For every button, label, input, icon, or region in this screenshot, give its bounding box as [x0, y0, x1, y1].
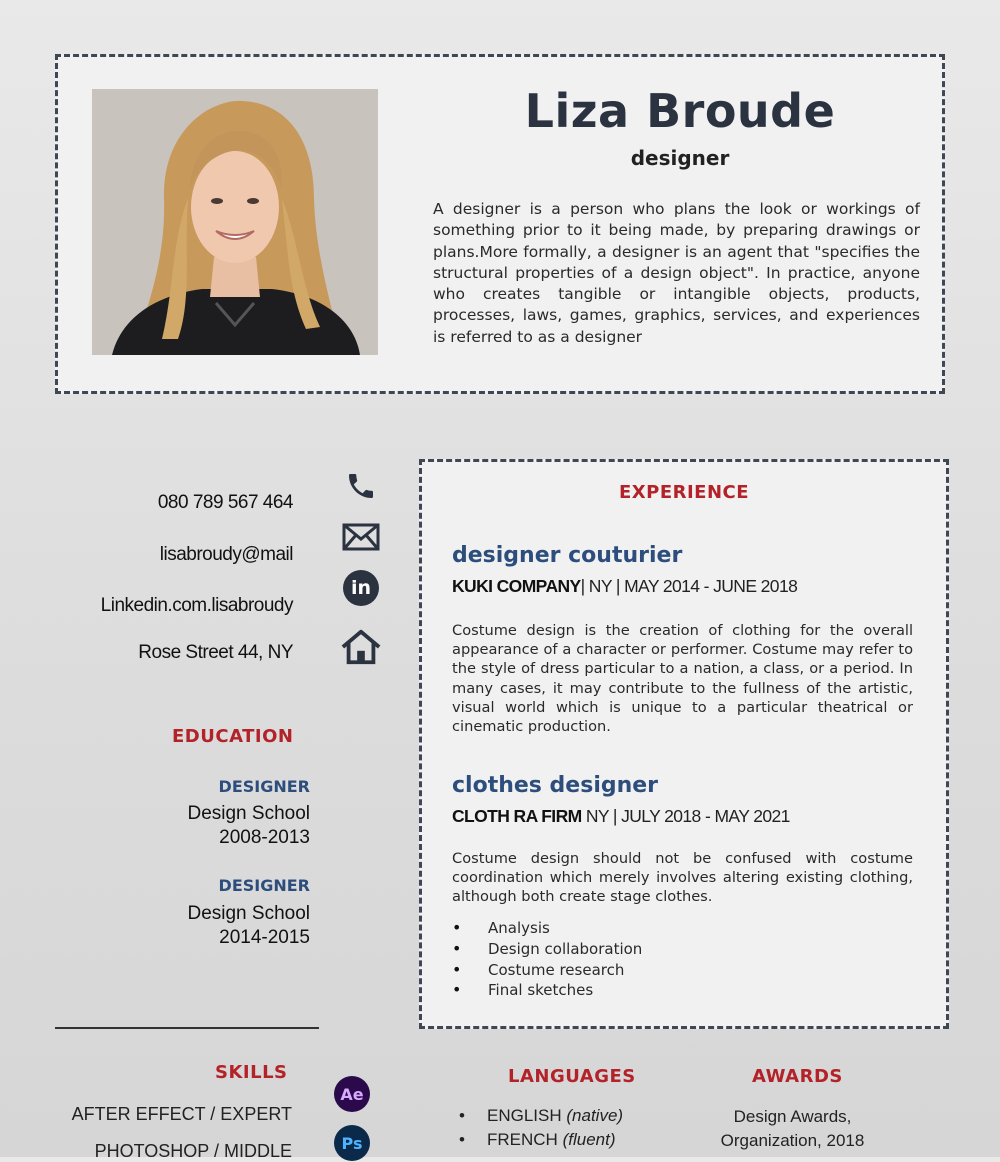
list-item: • Costume research [452, 960, 642, 981]
bio-paragraph: A designer is a person who plans the look or workings of something prior to it being made, by preparing drawings or plans.More formally, a designer is an agent that "specifies the structural properties of a design object". In practice, anyone who creates tangible or intangible objects, products, processes, laws, games, graphics, services, and experiences is referred to as a designer [433, 200, 920, 346]
award-organization: Organization, 2018 [720, 1131, 865, 1150]
job-location-dates: NY | JULY 2018 - MAY 2021 [585, 806, 790, 826]
phone-icon [340, 467, 382, 505]
contact-linkedin[interactable]: Linkedin.com.lisabroudy [100, 595, 293, 616]
job-meta [452, 576, 797, 597]
job-description: Costume design is the creation of clothing for the overall appearance of a character or performer. Costume may refer to the style of dress particular to a nation, a class, or a period. In many cases, it may contribute to the fullness of the artistic, visual world which is unique to a particular theatrical or cinematic production. [452, 622, 913, 736]
photoshop-icon: Ps [334, 1125, 370, 1161]
education-degree: DESIGNER [218, 876, 310, 895]
awards-title: AWARDS [752, 1066, 843, 1087]
job-meta [452, 806, 790, 827]
linkedin-icon-text: in [343, 570, 379, 606]
education-years: 2014-2015 [219, 927, 310, 948]
envelope-icon [340, 518, 382, 556]
education-title: EDUCATION [172, 726, 294, 747]
job-title: designer couturier [452, 543, 683, 568]
job-description: Costume design should not be confused with costume coordination which merely involves altering existing clothing, although both create stage clothes. [452, 850, 913, 906]
home-icon [340, 628, 382, 666]
list-item: • Final sketches [452, 980, 642, 1001]
education-degree: DESIGNER [218, 777, 310, 796]
person-name: Liza Broude [524, 84, 836, 138]
list-item: • Design collaboration [452, 939, 642, 960]
portrait-image [92, 89, 378, 355]
language-level: (native) [566, 1106, 624, 1125]
language-name: FRENCH [487, 1130, 558, 1149]
contact-email[interactable]: lisabroudy@mail [159, 544, 293, 565]
language-item: • ENGLISH (native) [459, 1106, 624, 1125]
skills-title: SKILLS [215, 1062, 288, 1083]
education-school: Design School [187, 803, 310, 824]
job-company: KUKI COMPANY [452, 576, 581, 596]
contact-phone[interactable]: 080 789 567 464 [157, 492, 293, 513]
skill-item: AFTER EFFECT / EXPERT [71, 1104, 292, 1124]
education-years: 2008-2013 [219, 827, 310, 848]
award-name: Design Awards, [733, 1107, 852, 1126]
linkedin-icon[interactable] [340, 569, 382, 607]
after-effects-icon: Ae [334, 1076, 370, 1112]
job-role: designer [630, 146, 730, 170]
education-school: Design School [187, 903, 310, 924]
profile-photo [92, 89, 378, 355]
languages-title: LANGUAGES [508, 1066, 636, 1087]
job-title: clothes designer [452, 773, 659, 798]
language-item: • FRENCH (fluent) [459, 1130, 616, 1149]
experience-title: EXPERIENCE [618, 482, 750, 503]
language-name: ENGLISH [487, 1106, 562, 1125]
contact-address: Rose Street 44, NY [138, 642, 293, 663]
section-divider [55, 1027, 319, 1029]
job-company: CLOTH RA FIRM [452, 806, 582, 826]
task-list [452, 918, 642, 1001]
language-level: (fluent) [562, 1130, 616, 1149]
job-location-dates: | NY | MAY 2014 - JUNE 2018 [580, 576, 798, 596]
list-item: • Analysis [452, 918, 642, 939]
skill-item: PHOTOSHOP / MIDDLE [94, 1141, 292, 1161]
